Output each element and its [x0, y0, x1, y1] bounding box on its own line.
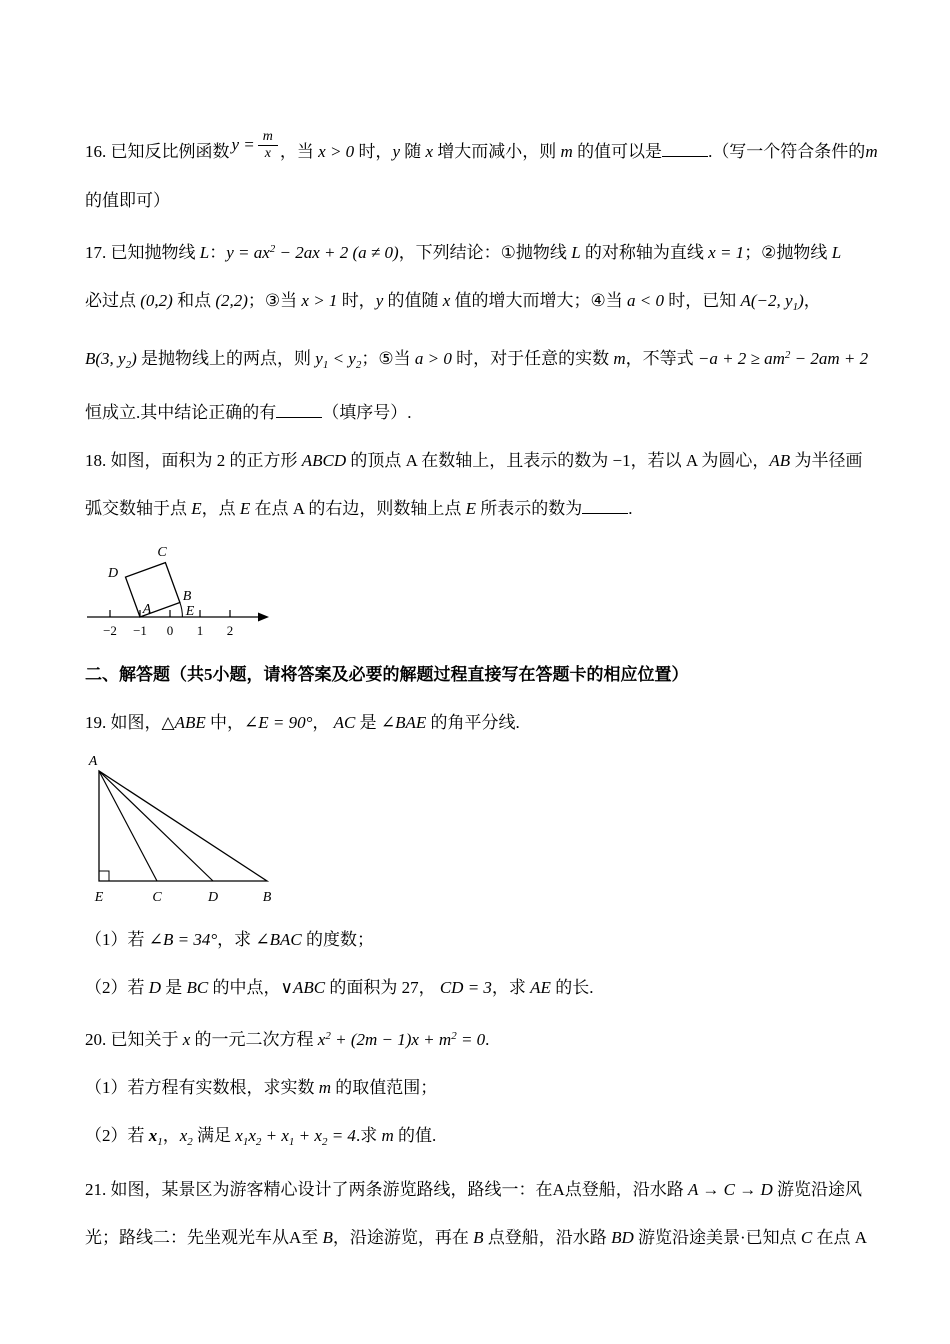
- square-abcd: [126, 563, 180, 617]
- number-line-ticks: [110, 610, 230, 617]
- q17-line3: B(3, $y_2$) 是抛物线上的两点，则 $y_1 < y_2$；⑤当 a > 0 时，对于任意的实数 m，不等式 $-a + 2 \ge am^2 - 2am + 2$: [85, 349, 869, 372]
- figure-q18-square-on-number-line: [85, 539, 285, 643]
- q17-line2: 必过点 (0,2) 和点 (2,2)；③当 x > 1 时，y 的值随 x 值的增大而增大；④当 a < 0 时，已知 A(−2, $y_1$)，: [85, 291, 821, 314]
- cevian-ac: [99, 771, 157, 881]
- q17-line4: 恒成立.其中结论正确的有 （填序号）.: [85, 403, 412, 423]
- vertex-label-b: B: [262, 890, 272, 906]
- point-label-d: D: [207, 890, 219, 906]
- arc-b-to-e: [180, 603, 183, 618]
- q16-line2: 的值即可）: [85, 191, 170, 211]
- q20-part2: （2）若 $x_1$，$x_2$ 满足 $x_1x_2 + x_1 + x_2 = 4$.求 m 的值.: [85, 1126, 437, 1149]
- q19-line1: 19. 如图，△ABE 中，∠E = 90°， AC 是 ∠BAE 的角平分线.: [85, 713, 520, 733]
- number-line-arrowhead: [258, 613, 269, 622]
- q17-line1: 17. 已知抛物线 L：$y = ax^2 - 2ax + 2$ (a ≠ 0)，下列结论：①抛物线 L 的对称轴为直线 x = 1；②抛物线 L: [85, 243, 842, 263]
- figure-q19-triangle-abe: [85, 753, 300, 908]
- right-angle-marker: [99, 871, 109, 881]
- point-label-e: E: [185, 604, 195, 620]
- svg-text:1: 1: [196, 623, 204, 639]
- q19-part2: （2）若 D 是 BC 的中点，∨ABC 的面积为 27， CD = 3，求 AE 的长.: [85, 978, 594, 998]
- svg-text:0: 0: [166, 623, 174, 639]
- number-line-tick-labels: [103, 623, 233, 638]
- q16-line1: 16. 已知反比例函数 y = $\frac{m}{x}$ ，当 x > 0 时，y 随 x 增大而减小，则 m 的值可以是 .（写一个符合条件的m: [85, 128, 878, 161]
- vertex-label-b: B: [182, 589, 192, 605]
- vertex-label-d: D: [107, 566, 119, 582]
- q21-line1: 21. 如图，某景区为游客精心设计了两条游览路线，路线一：在A点登船，沿水路 A → C → D 游览沿途风: [85, 1180, 862, 1200]
- q21-line2: 光；路线二：先坐观光车从A至 B，沿途游览，再在 B 点登船，沿水路 BD 游览沿途美景·已知点 C 在点 A: [85, 1228, 868, 1248]
- vertex-label-c: C: [157, 545, 167, 561]
- section-2-heading: 二、解答题（共5小题，请将答案及必要的解题过程直接写在答题卡的相应位置）: [85, 665, 689, 685]
- svg-text:2: 2: [226, 623, 234, 639]
- point-label-c: C: [152, 890, 162, 906]
- q20-line1: 20. 已知关于 x 的一元二次方程 $x^2 + (2m - 1)x + m^2 = 0$.: [85, 1030, 490, 1050]
- triangle-abe: [99, 771, 267, 881]
- q19-part1: （1）若 ∠B = 34°，求 ∠BAC 的度数；: [85, 930, 375, 950]
- vertex-label-a: A: [88, 754, 98, 770]
- svg-text:−2: −2: [103, 623, 117, 639]
- q18-line2: 弧交数轴于点 E，点 E 在点 A 的右边，则数轴上点 E 所表示的数为 .: [85, 499, 633, 519]
- vertex-label-e: E: [94, 890, 104, 906]
- vertex-label-a: A: [142, 602, 152, 618]
- cevian-ad: [99, 771, 213, 881]
- svg-text:−1: −1: [133, 623, 147, 639]
- q20-part1: （1）若方程有实数根，求实数 m 的取值范围；: [85, 1078, 438, 1098]
- q18-line1: 18. 如图，面积为 2 的正方形 ABCD 的顶点 A 在数轴上，且表示的数为 −1，若以 A 为圆心，AB 为半径画: [85, 451, 863, 471]
